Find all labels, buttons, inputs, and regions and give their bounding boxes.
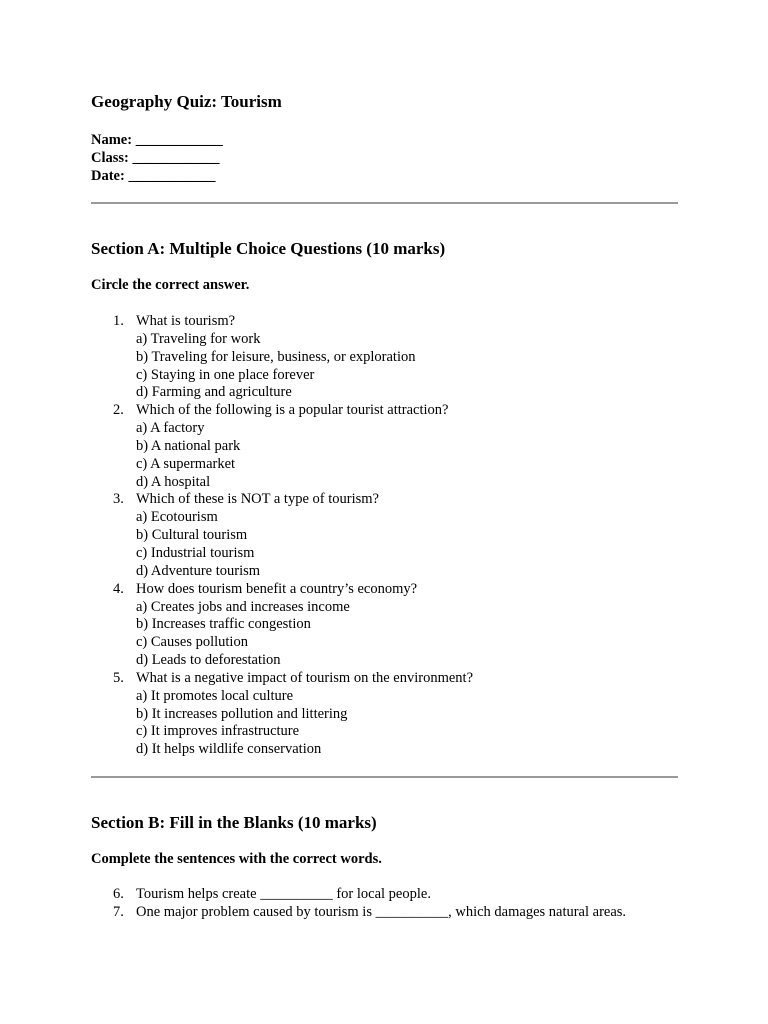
question-4	[91, 581, 473, 670]
question-number: 7.	[113, 903, 124, 920]
question-text[interactable]: Tourism helps create __________ for local people.	[136, 886, 431, 902]
name-field[interactable]: Name: ____________	[91, 132, 223, 148]
option-b[interactable]: b) It increases pollution and littering	[136, 705, 348, 722]
option-b[interactable]: b) Traveling for leisure, business, or exploration	[136, 348, 416, 365]
option-a[interactable]: a) Ecotourism	[136, 509, 218, 526]
divider	[91, 202, 678, 204]
option-c[interactable]: c) Causes pollution	[136, 634, 248, 651]
option-a[interactable]: a) A factory	[136, 420, 205, 437]
section-a-questions	[91, 313, 473, 759]
option-c[interactable]: c) A supermarket	[136, 455, 236, 472]
question-text: Which of these is NOT a type of tourism?	[136, 491, 379, 508]
section-a-instruction: Circle the correct answer.	[91, 277, 250, 293]
question-number: 6.	[113, 886, 124, 902]
student-info-fields	[91, 131, 223, 185]
question-number: 4.	[113, 580, 124, 597]
option-b[interactable]: b) Cultural tourism	[136, 527, 248, 544]
option-c[interactable]: c) It improves infrastructure	[136, 723, 300, 740]
question-number: 5.	[113, 669, 124, 686]
question-text: How does tourism benefit a country’s economy?	[136, 580, 418, 597]
option-d[interactable]: d) It helps wildlife conservation	[136, 741, 322, 758]
option-c[interactable]: c) Staying in one place forever	[136, 366, 315, 383]
question-text: What is a negative impact of tourism on the environment?	[136, 669, 474, 686]
question-2	[91, 402, 473, 491]
option-b[interactable]: b) A national park	[136, 437, 241, 454]
question-1	[91, 313, 473, 402]
option-d[interactable]: d) Farming and agriculture	[136, 384, 292, 401]
question-6	[91, 886, 626, 904]
question-text: Which of the following is a popular tourist attraction?	[136, 402, 449, 419]
option-c[interactable]: c) Industrial tourism	[136, 544, 255, 561]
divider	[91, 776, 678, 778]
option-d[interactable]: d) Leads to deforestation	[136, 652, 281, 669]
question-5	[91, 670, 473, 759]
section-b-questions	[91, 886, 626, 922]
section-b-title: Section B: Fill in the Blanks (10 marks)	[91, 813, 377, 832]
option-a[interactable]: a) Creates jobs and increases income	[136, 598, 350, 615]
section-b-instruction: Complete the sentences with the correct words.	[91, 851, 382, 867]
option-a[interactable]: a) It promotes local culture	[136, 687, 294, 704]
option-d[interactable]: d) Adventure tourism	[136, 562, 261, 579]
section-a-title: Section A: Multiple Choice Questions (10 marks)	[91, 239, 446, 258]
question-7	[91, 904, 626, 922]
date-field[interactable]: Date: ____________	[91, 168, 216, 184]
question-text[interactable]: One major problem caused by tourism is __________, which damages natural areas.	[136, 903, 627, 920]
option-b[interactable]: b) Increases traffic congestion	[136, 616, 311, 633]
class-field[interactable]: Class: ____________	[91, 150, 220, 166]
question-number: 2.	[113, 402, 124, 419]
question-number: 3.	[113, 491, 124, 508]
quiz-title: Geography Quiz: Tourism	[91, 92, 282, 111]
question-number: 1.	[113, 313, 124, 329]
question-text: What is tourism?	[136, 313, 236, 329]
option-d[interactable]: d) A hospital	[136, 473, 211, 490]
option-a[interactable]: a) Traveling for work	[136, 330, 261, 347]
question-3	[91, 491, 473, 580]
